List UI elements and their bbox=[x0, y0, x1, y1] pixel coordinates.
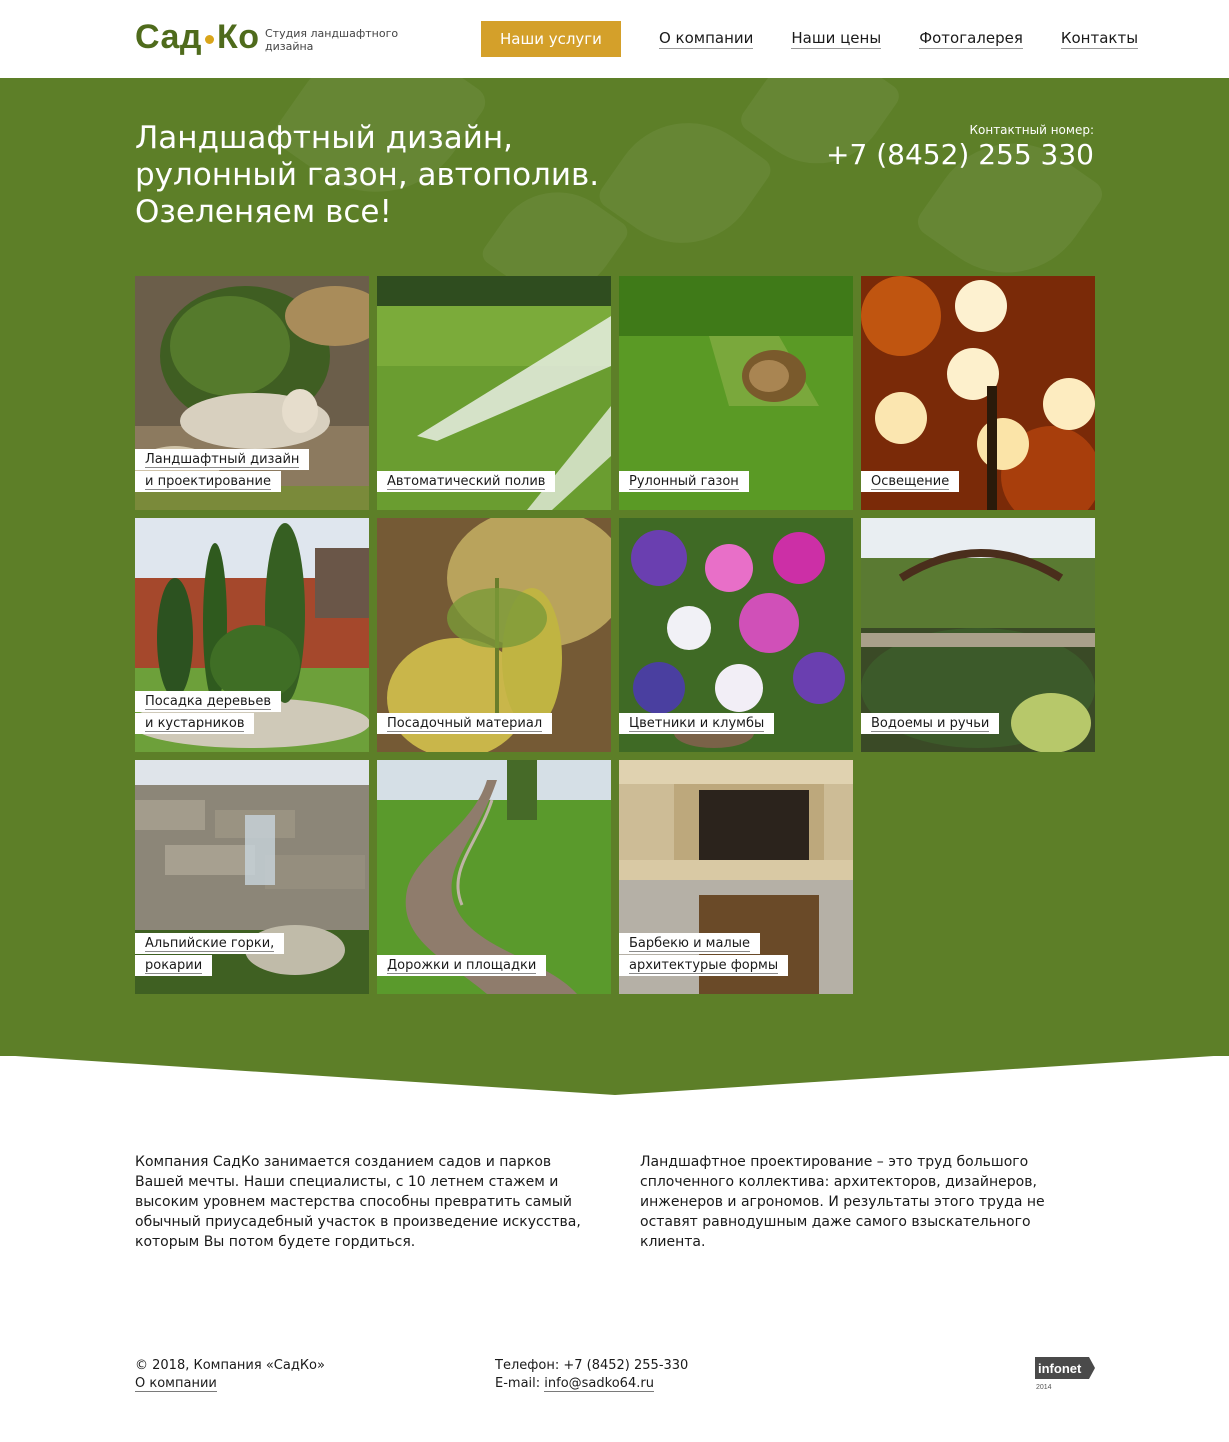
service-tile-landscape-design[interactable] bbox=[135, 276, 369, 510]
service-caption bbox=[377, 712, 552, 734]
section-divider bbox=[0, 1055, 1229, 1095]
service-label: и проектирование bbox=[145, 474, 271, 489]
service-label: и кустарников bbox=[145, 716, 245, 731]
service-tile-lighting[interactable] bbox=[861, 276, 1095, 510]
developer-logo[interactable] bbox=[1035, 1357, 1095, 1391]
footer-contacts bbox=[495, 1357, 688, 1393]
footer-left bbox=[135, 1357, 325, 1393]
service-label: Посадочный материал bbox=[387, 716, 543, 731]
nav-item-services[interactable]: Наши услуги bbox=[481, 21, 621, 57]
service-label: Барбекю и малые bbox=[629, 936, 751, 951]
nav-item-about[interactable]: О компании bbox=[658, 29, 754, 47]
hero-title-line: Озеленяем все! bbox=[135, 194, 392, 230]
service-label: Рулонный газон bbox=[629, 474, 739, 489]
dev-logo-year: 2014 bbox=[1036, 1384, 1052, 1391]
service-tile-rock-gardens[interactable] bbox=[135, 760, 369, 994]
service-tile-ponds[interactable] bbox=[861, 518, 1095, 752]
service-caption bbox=[135, 932, 284, 976]
service-caption bbox=[377, 470, 555, 492]
logo-dot-icon bbox=[205, 35, 214, 44]
service-tile-bbq[interactable] bbox=[619, 760, 853, 994]
site-header bbox=[0, 0, 1229, 78]
footer-about-link[interactable]: О компании bbox=[135, 1376, 217, 1391]
nav-item-gallery[interactable]: Фотогалерея bbox=[919, 29, 1023, 47]
service-label: Автоматический полив bbox=[387, 474, 546, 489]
infonet-logo-icon bbox=[1035, 1357, 1095, 1391]
main-nav bbox=[481, 21, 1138, 57]
copyright: © 2018, Компания «СадКо» bbox=[135, 1358, 325, 1373]
service-label: Ландшафтный дизайн bbox=[145, 452, 300, 467]
service-tile-planting-material[interactable] bbox=[377, 518, 611, 752]
logo[interactable] bbox=[135, 18, 260, 57]
logo-text-right: Ко bbox=[216, 18, 260, 56]
service-label: Цветники и клумбы bbox=[629, 716, 765, 731]
service-tile-paths[interactable] bbox=[377, 760, 611, 994]
service-caption bbox=[861, 470, 959, 492]
hero-section bbox=[0, 78, 1229, 1056]
service-label: Альпийские горки, bbox=[145, 936, 275, 951]
service-tile-flowerbeds[interactable] bbox=[619, 518, 853, 752]
about-text-left: Компания СадКо занимается созданием садов и парков Вашей мечты. Наши специалисты, с 10 летнем стажем и высоким уровнем мастерства способны превратить самый обычный приусадебный участок в произведение искусства, которым Вы потом будете гордиться. bbox=[135, 1154, 581, 1250]
service-caption bbox=[861, 712, 999, 734]
contact-phone[interactable]: +7 (8452) 255 330 bbox=[826, 138, 1094, 171]
service-label: Водоемы и ручьи bbox=[871, 716, 990, 731]
about-text-right: Ландшафтное проектирование – это труд большого сплоченного коллектива: архитекторов, дизайнеров, инженеров и агрономов. И результаты этого труда не оставят равнодушным даже самого взыскательного клиента. bbox=[640, 1154, 1045, 1250]
nav-item-prices[interactable]: Наши цены bbox=[791, 29, 882, 47]
service-label: Освещение bbox=[871, 474, 950, 489]
phone-label: Телефон: bbox=[495, 1358, 560, 1373]
service-caption bbox=[619, 470, 749, 492]
nav-item-contacts[interactable]: Контакты bbox=[1060, 29, 1139, 47]
service-tile-rolled-lawn[interactable] bbox=[619, 276, 853, 510]
dev-logo-text: infonet bbox=[1038, 1361, 1082, 1376]
hero-title-line: Ландшафтный дизайн, bbox=[135, 120, 514, 156]
phone-value: +7 (8452) 255-330 bbox=[563, 1358, 689, 1373]
service-caption bbox=[135, 690, 281, 734]
service-caption bbox=[619, 712, 774, 734]
logo-text-left: Сад bbox=[135, 18, 202, 56]
contact-label: Контактный номер: bbox=[969, 123, 1094, 137]
service-caption bbox=[619, 932, 788, 976]
service-label: Дорожки и площадки bbox=[387, 958, 537, 973]
service-label: рокарии bbox=[145, 958, 203, 973]
hero-title bbox=[135, 120, 695, 231]
email-label: E-mail: bbox=[495, 1376, 541, 1391]
service-tile-irrigation[interactable] bbox=[377, 276, 611, 510]
service-caption bbox=[377, 954, 546, 976]
email-link[interactable]: info@sadko64.ru bbox=[544, 1376, 654, 1391]
service-caption bbox=[135, 448, 309, 492]
service-label: архитектурые формы bbox=[629, 958, 779, 973]
service-tile-trees[interactable] bbox=[135, 518, 369, 752]
service-label: Посадка деревьев bbox=[145, 694, 272, 709]
hero-title-line: рулонный газон, автополив. bbox=[135, 157, 600, 193]
logo-tagline: Студия ландшафтного дизайна bbox=[265, 27, 399, 53]
